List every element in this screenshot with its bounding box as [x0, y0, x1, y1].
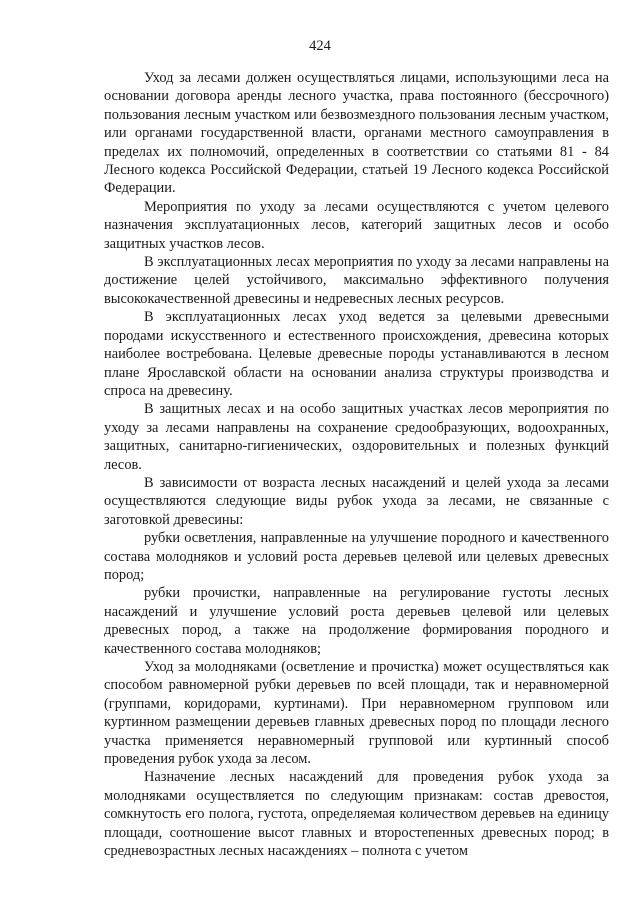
body-text: [104, 69, 609, 860]
paragraph-1: Уход за лесами должен осуществляться лицами, использующими леса на основании договора аренды лесного участка, права постоянного (бессрочного) пользования лесным участком или безвозмездного пользования лесным участком, или органами государственной власти, органами местного самоуправления в пределах их полномочий, определенных в соответствии со статьями 81 - 84 Лесного кодекса Российской Федерации, статьей 19 Лесного кодекса Российской Федерации.: [104, 70, 609, 197]
paragraph-4: В эксплуатационных лесах уход ведется за целевыми древесными породами искусственного и естественного происхождения, древесина которых наиболее востребована. Целевые древесные породы устанавливаются в лесном плане Ярославской области на основании анализа структуры производства и спроса на древесину.: [104, 309, 609, 399]
paragraph-9: Уход за молодняками (осветление и прочистка) может осуществляться как способом равномерной рубки деревьев по всей площади, так и неравномерной (группами, коридорами, куртинами). При неравномерном групповом или куртинном размещении деревьев главных древесных пород по площади лесного участка применяется неравномерный групповой или куртинный способ проведения рубок ухода за лесом.: [104, 659, 609, 768]
page-number: 424: [309, 38, 331, 54]
paragraph-10: Назначение лесных насаждений для проведения рубок ухода за молодняками осуществляется по следующим признакам: состав древостоя, сомкнутость его полога, густота, определяемая количеством деревьев на единицу площади, соотношение высот главных и второстепенных древесных пород; в средневозрастных лесных насаждениях – полнота с учетом: [104, 769, 609, 860]
paragraph-8: рубки прочистки, направленные на регулирование густоты лесных насаждений и улучшение условий роста деревьев целевой или целевых древесных пород, а также на продолжение формирования породного и качественного состава молодняков;: [104, 585, 609, 657]
paragraph-7: рубки осветления, направленные на улучшение породного и качественного состава молодняков и условий роста деревьев целевой или целевых древесных пород;: [104, 530, 609, 583]
paragraph-2: Мероприятия по уходу за лесами осуществляются с учетом целевого назначения эксплуатационных лесов, категорий защитных лесов и особо защитных участков лесов.: [104, 198, 609, 252]
paragraph-3: В эксплуатационных лесах мероприятия по уходу за лесами направлены на достижение целей устойчивого, максимально эффективного получения высококачественной древесины и недревесных лесных ресурсов.: [104, 254, 609, 307]
paragraph-6: В зависимости от возраста лесных насаждений и целей ухода за лесами осуществляются следующие виды рубок ухода за лесами, не связанные с заготовкой древесины:: [104, 474, 609, 528]
paragraph-5: В защитных лесах и на особо защитных участках лесов мероприятия по уходу за лесами направлены на сохранение средообразующих, водоохранных, защитных, санитарно-гигиенических, оздоровительных и полезных функций лесов.: [104, 401, 609, 473]
